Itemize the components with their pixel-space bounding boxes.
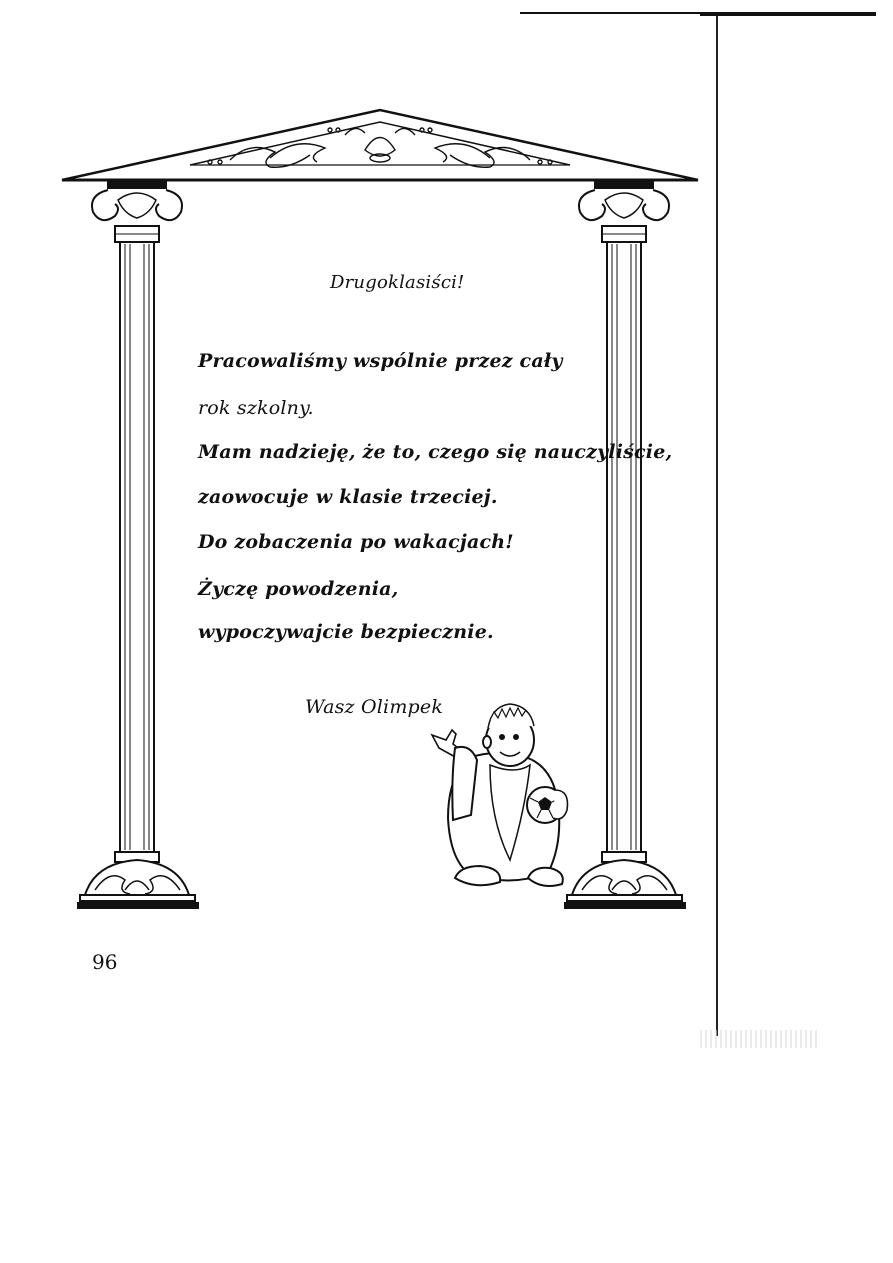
letter-line: Mam nadzieję, że to, czego się nauczyliście, xyxy=(198,441,673,463)
pediment xyxy=(62,110,698,180)
left-column xyxy=(78,182,198,908)
letter-line: wypoczywajcie bezpiecznie. xyxy=(198,621,494,643)
letter-line: zaowocuje w klasie trzeciej. xyxy=(198,486,498,508)
letter-line: Do zobaczenia po wakacjach! xyxy=(198,531,514,553)
letter-line: Życzę powodzenia, xyxy=(198,578,399,600)
letter-line: Pracowaliśmy wspólnie przez cały xyxy=(198,350,563,372)
olimpek-boy-with-ball-icon xyxy=(432,704,568,886)
right-column xyxy=(565,182,685,908)
letter-signature: Wasz Olimpek xyxy=(305,696,444,718)
letter-heading: Drugoklasiści! xyxy=(330,272,465,293)
page-number: 96 xyxy=(92,950,118,974)
letter-line: rok szkolny. xyxy=(198,397,314,419)
